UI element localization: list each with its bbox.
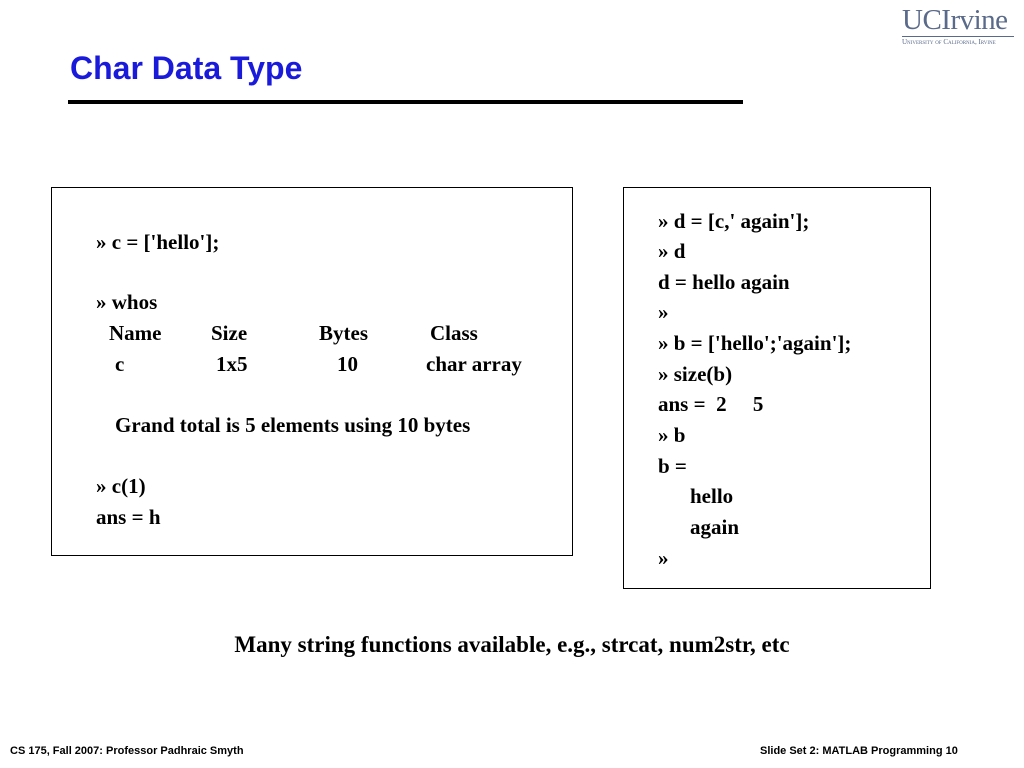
code-line: Grand total is 5 elements using 10 bytes [115, 413, 471, 437]
code-line: b = [658, 454, 687, 478]
logo-divider [902, 36, 1014, 37]
code-line: » b [658, 423, 686, 447]
code-line: » [658, 300, 669, 324]
bottom-note: Many string functions available, e.g., strcat, num2str, etc [234, 632, 790, 657]
code-line: » whos [96, 290, 158, 314]
whos-header-class: Class [430, 321, 478, 345]
whos-row-bytes: 10 [337, 352, 358, 376]
slide-title: Char Data Type [70, 50, 303, 86]
title-underline [68, 100, 743, 104]
code-line: hello [690, 484, 734, 508]
code-line: » c(1) [96, 474, 146, 498]
code-line: » d [658, 239, 686, 263]
code-line: d = hello again [658, 270, 790, 294]
whos-header-size: Size [211, 321, 248, 345]
footer-course: CS 175, Fall 2007: Professor Padhraic Smyth [10, 745, 244, 757]
code-line: » size(b) [658, 362, 733, 386]
code-box-right [623, 187, 931, 589]
code-line: again [690, 515, 740, 539]
footer-slide-number: Slide Set 2: MATLAB Programming 10 [760, 745, 958, 757]
code-line: » b = ['hello';'again']; [658, 331, 852, 355]
whos-row-size: 1x5 [216, 352, 248, 376]
whos-row-class: char array [426, 352, 522, 376]
logo-subtitle: University of California, Irvine [902, 38, 996, 46]
whos-header-bytes: Bytes [319, 321, 368, 345]
code-line: ans = h [96, 505, 161, 529]
code-line: ans = 2 5 [658, 392, 764, 416]
whos-row-name: c [115, 352, 125, 376]
code-box-left [51, 187, 573, 556]
uci-logo [902, 4, 1014, 48]
whos-header-name: Name [109, 321, 162, 345]
logo-wordmark: UCIrvine [902, 4, 1008, 36]
code-line: » d = [c,' again']; [658, 209, 810, 233]
code-line: » [658, 546, 669, 570]
code-line: » c = ['hello']; [96, 230, 220, 254]
